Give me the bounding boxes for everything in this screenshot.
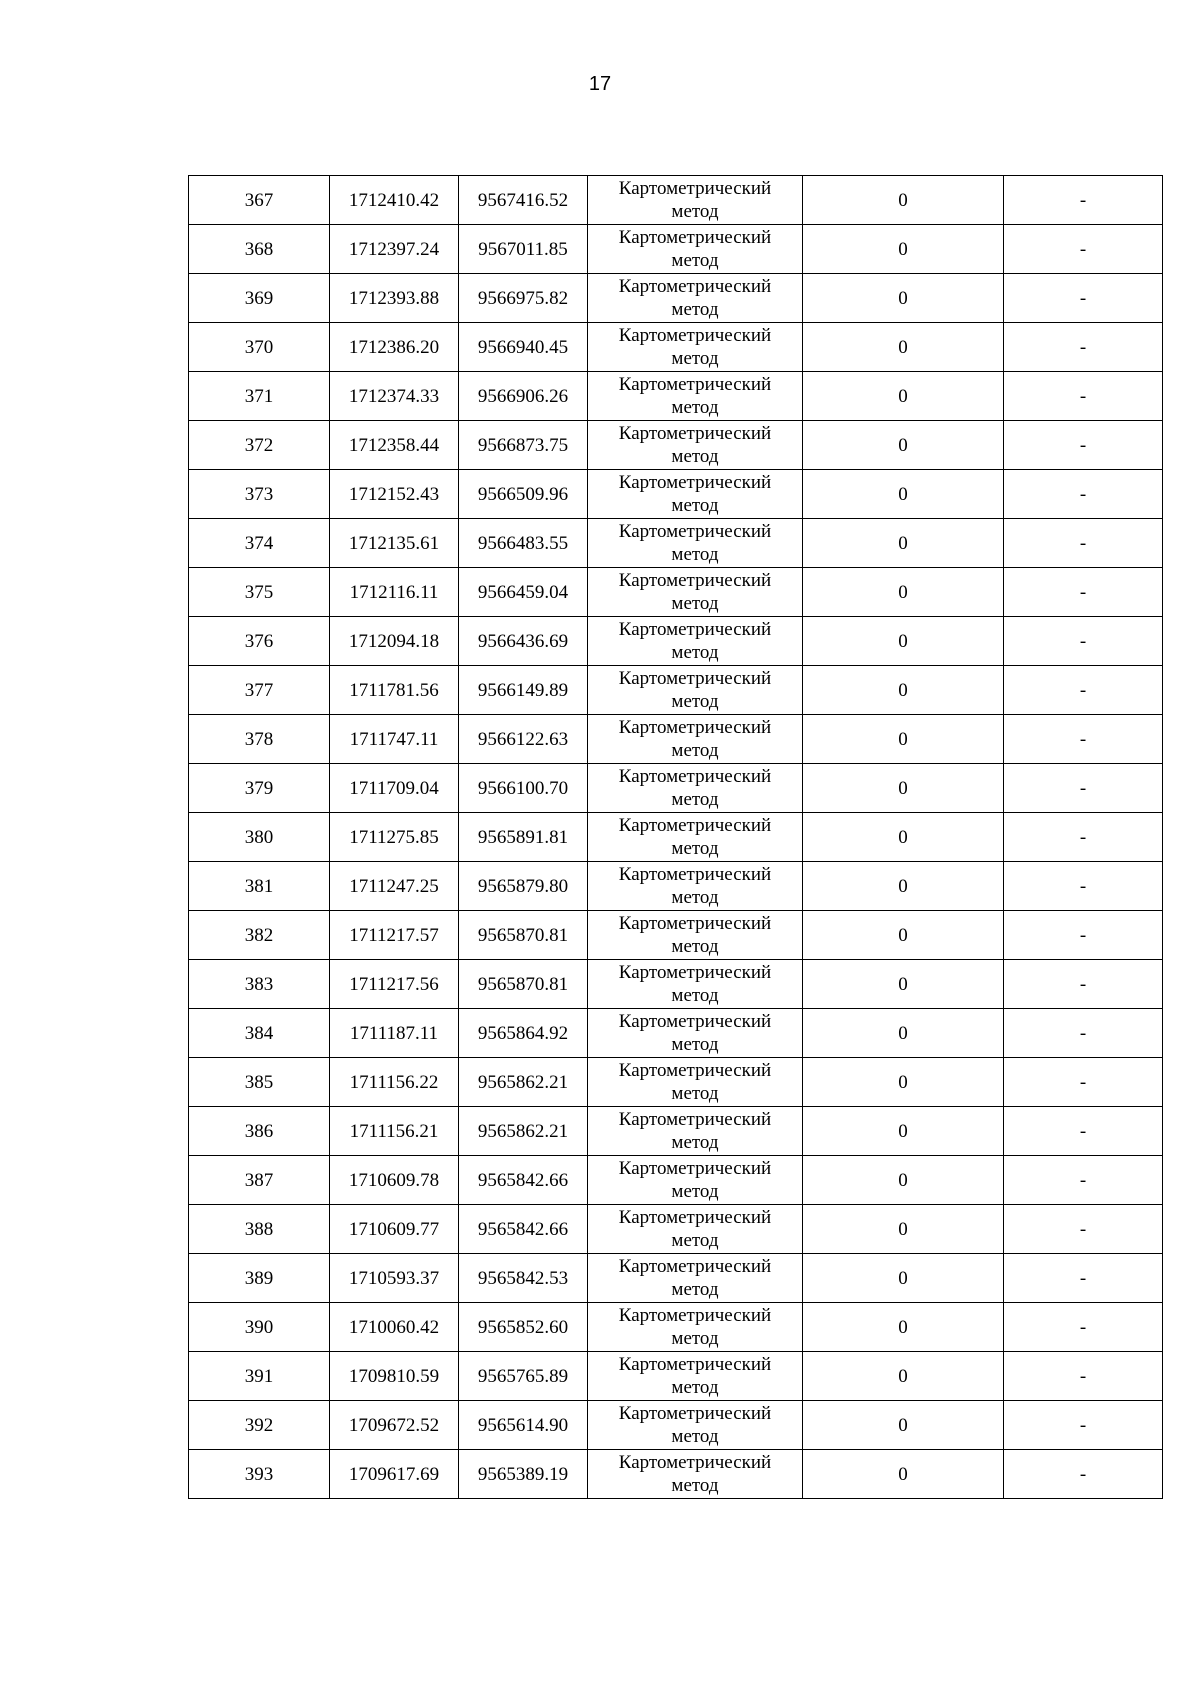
note-cell: - bbox=[1004, 1156, 1163, 1205]
method-line-2: метод bbox=[671, 740, 719, 761]
x-coordinate-cell: 1712135.61 bbox=[330, 519, 459, 568]
y-coordinate-cell: 9565842.53 bbox=[459, 1254, 588, 1303]
method-line-1: Картометрический bbox=[618, 1158, 772, 1179]
y-coordinate-cell: 9565842.66 bbox=[459, 1205, 588, 1254]
y-coordinate-cell: 9566459.04 bbox=[459, 568, 588, 617]
method-line-2: метод bbox=[671, 838, 719, 859]
x-coordinate-cell: 1711247.25 bbox=[330, 862, 459, 911]
error-cell: 0 bbox=[803, 372, 1004, 421]
point-number-cell: 383 bbox=[189, 960, 330, 1009]
method-line-1: Картометрический bbox=[618, 1305, 772, 1326]
method-line-2: метод bbox=[671, 936, 719, 957]
x-coordinate-cell: 1712393.88 bbox=[330, 274, 459, 323]
method-line-1: Картометрический bbox=[618, 423, 772, 444]
x-coordinate-cell: 1712116.11 bbox=[330, 568, 459, 617]
table-row bbox=[189, 225, 1163, 274]
error-cell: 0 bbox=[803, 960, 1004, 1009]
x-coordinate-cell: 1710609.78 bbox=[330, 1156, 459, 1205]
method-line-1: Картометрический bbox=[618, 864, 772, 885]
error-cell: 0 bbox=[803, 323, 1004, 372]
method-line-2: метод bbox=[671, 887, 719, 908]
error-cell: 0 bbox=[803, 421, 1004, 470]
method-cell bbox=[588, 470, 803, 519]
y-coordinate-cell: 9566100.70 bbox=[459, 764, 588, 813]
table-row bbox=[189, 274, 1163, 323]
method-line-1: Картометрический bbox=[618, 815, 772, 836]
x-coordinate-cell: 1709810.59 bbox=[330, 1352, 459, 1401]
note-cell: - bbox=[1004, 666, 1163, 715]
method-line-1: Картометрический bbox=[618, 227, 772, 248]
error-cell: 0 bbox=[803, 666, 1004, 715]
error-cell: 0 bbox=[803, 715, 1004, 764]
x-coordinate-cell: 1711709.04 bbox=[330, 764, 459, 813]
method-line-2: метод bbox=[671, 1083, 719, 1104]
note-cell: - bbox=[1004, 1401, 1163, 1450]
table-row bbox=[189, 1450, 1163, 1499]
y-coordinate-cell: 9565870.81 bbox=[459, 911, 588, 960]
y-coordinate-cell: 9566975.82 bbox=[459, 274, 588, 323]
y-coordinate-cell: 9565842.66 bbox=[459, 1156, 588, 1205]
method-line-1: Картометрический bbox=[618, 276, 772, 297]
table-row bbox=[189, 813, 1163, 862]
error-cell: 0 bbox=[803, 1303, 1004, 1352]
x-coordinate-cell: 1711187.11 bbox=[330, 1009, 459, 1058]
x-coordinate-cell: 1709672.52 bbox=[330, 1401, 459, 1450]
table-row bbox=[189, 372, 1163, 421]
method-cell bbox=[588, 1058, 803, 1107]
method-line-1: Картометрический bbox=[618, 1403, 772, 1424]
note-cell: - bbox=[1004, 715, 1163, 764]
method-cell bbox=[588, 1352, 803, 1401]
table-row bbox=[189, 470, 1163, 519]
y-coordinate-cell: 9565870.81 bbox=[459, 960, 588, 1009]
point-number-cell: 376 bbox=[189, 617, 330, 666]
coordinates-table bbox=[188, 175, 1163, 1499]
method-line-1: Картометрический bbox=[618, 766, 772, 787]
method-cell bbox=[588, 519, 803, 568]
y-coordinate-cell: 9566509.96 bbox=[459, 470, 588, 519]
x-coordinate-cell: 1711275.85 bbox=[330, 813, 459, 862]
error-cell: 0 bbox=[803, 1058, 1004, 1107]
method-cell bbox=[588, 274, 803, 323]
error-cell: 0 bbox=[803, 1450, 1004, 1499]
note-cell: - bbox=[1004, 323, 1163, 372]
method-line-2: метод bbox=[671, 593, 719, 614]
note-cell: - bbox=[1004, 1254, 1163, 1303]
point-number-cell: 374 bbox=[189, 519, 330, 568]
method-line-1: Картометрический bbox=[618, 913, 772, 934]
method-line-2: метод bbox=[671, 1426, 719, 1447]
method-line-1: Картометрический bbox=[618, 1452, 772, 1473]
point-number-cell: 384 bbox=[189, 1009, 330, 1058]
error-cell: 0 bbox=[803, 519, 1004, 568]
x-coordinate-cell: 1712152.43 bbox=[330, 470, 459, 519]
x-coordinate-cell: 1711217.57 bbox=[330, 911, 459, 960]
y-coordinate-cell: 9565765.89 bbox=[459, 1352, 588, 1401]
note-cell: - bbox=[1004, 568, 1163, 617]
method-cell bbox=[588, 1254, 803, 1303]
method-line-1: Картометрический bbox=[618, 374, 772, 395]
x-coordinate-cell: 1712386.20 bbox=[330, 323, 459, 372]
method-line-2: метод bbox=[671, 544, 719, 565]
x-coordinate-cell: 1710060.42 bbox=[330, 1303, 459, 1352]
method-line-1: Картометрический bbox=[618, 570, 772, 591]
method-line-2: метод bbox=[671, 985, 719, 1006]
method-line-2: метод bbox=[671, 642, 719, 663]
y-coordinate-cell: 9566149.89 bbox=[459, 666, 588, 715]
point-number-cell: 373 bbox=[189, 470, 330, 519]
error-cell: 0 bbox=[803, 274, 1004, 323]
table-row bbox=[189, 960, 1163, 1009]
point-number-cell: 385 bbox=[189, 1058, 330, 1107]
method-line-2: метод bbox=[671, 446, 719, 467]
note-cell: - bbox=[1004, 1352, 1163, 1401]
error-cell: 0 bbox=[803, 1107, 1004, 1156]
y-coordinate-cell: 9565852.60 bbox=[459, 1303, 588, 1352]
method-cell bbox=[588, 715, 803, 764]
note-cell: - bbox=[1004, 372, 1163, 421]
method-cell bbox=[588, 911, 803, 960]
error-cell: 0 bbox=[803, 617, 1004, 666]
method-line-1: Картометрический bbox=[618, 1354, 772, 1375]
method-line-2: метод bbox=[671, 1132, 719, 1153]
method-line-2: метод bbox=[671, 691, 719, 712]
method-cell bbox=[588, 1303, 803, 1352]
error-cell: 0 bbox=[803, 568, 1004, 617]
point-number-cell: 379 bbox=[189, 764, 330, 813]
method-cell bbox=[588, 1009, 803, 1058]
table-row bbox=[189, 764, 1163, 813]
point-number-cell: 387 bbox=[189, 1156, 330, 1205]
note-cell: - bbox=[1004, 1205, 1163, 1254]
note-cell: - bbox=[1004, 813, 1163, 862]
point-number-cell: 381 bbox=[189, 862, 330, 911]
note-cell: - bbox=[1004, 519, 1163, 568]
error-cell: 0 bbox=[803, 470, 1004, 519]
y-coordinate-cell: 9566436.69 bbox=[459, 617, 588, 666]
page-number: 17 bbox=[588, 73, 612, 95]
method-cell bbox=[588, 813, 803, 862]
method-line-1: Картометрический bbox=[618, 1109, 772, 1130]
method-cell bbox=[588, 1107, 803, 1156]
error-cell: 0 bbox=[803, 1009, 1004, 1058]
y-coordinate-cell: 9565389.19 bbox=[459, 1450, 588, 1499]
method-line-1: Картометрический bbox=[618, 962, 772, 983]
y-coordinate-cell: 9566483.55 bbox=[459, 519, 588, 568]
method-line-1: Картометрический bbox=[618, 325, 772, 346]
method-cell bbox=[588, 666, 803, 715]
method-line-1: Картометрический bbox=[618, 1207, 772, 1228]
x-coordinate-cell: 1709617.69 bbox=[330, 1450, 459, 1499]
method-line-1: Картометрический bbox=[618, 521, 772, 542]
y-coordinate-cell: 9567416.52 bbox=[459, 176, 588, 225]
y-coordinate-cell: 9565614.90 bbox=[459, 1401, 588, 1450]
method-line-1: Картометрический bbox=[618, 1060, 772, 1081]
error-cell: 0 bbox=[803, 1254, 1004, 1303]
error-cell: 0 bbox=[803, 764, 1004, 813]
method-line-2: метод bbox=[671, 1279, 719, 1300]
x-coordinate-cell: 1711156.22 bbox=[330, 1058, 459, 1107]
table-row bbox=[189, 421, 1163, 470]
note-cell: - bbox=[1004, 274, 1163, 323]
note-cell: - bbox=[1004, 1450, 1163, 1499]
y-coordinate-cell: 9565862.21 bbox=[459, 1058, 588, 1107]
x-coordinate-cell: 1711781.56 bbox=[330, 666, 459, 715]
method-cell bbox=[588, 862, 803, 911]
method-cell bbox=[588, 764, 803, 813]
method-line-2: метод bbox=[671, 1230, 719, 1251]
y-coordinate-cell: 9566873.75 bbox=[459, 421, 588, 470]
method-line-2: метод bbox=[671, 1377, 719, 1398]
method-line-2: метод bbox=[671, 250, 719, 271]
point-number-cell: 367 bbox=[189, 176, 330, 225]
method-line-2: метод bbox=[671, 1181, 719, 1202]
y-coordinate-cell: 9566940.45 bbox=[459, 323, 588, 372]
x-coordinate-cell: 1712410.42 bbox=[330, 176, 459, 225]
y-coordinate-cell: 9565862.21 bbox=[459, 1107, 588, 1156]
table-row bbox=[189, 862, 1163, 911]
error-cell: 0 bbox=[803, 813, 1004, 862]
method-line-2: метод bbox=[671, 348, 719, 369]
method-line-1: Картометрический bbox=[618, 1011, 772, 1032]
table-row bbox=[189, 1401, 1163, 1450]
error-cell: 0 bbox=[803, 1156, 1004, 1205]
note-cell: - bbox=[1004, 1009, 1163, 1058]
point-number-cell: 389 bbox=[189, 1254, 330, 1303]
table-row bbox=[189, 715, 1163, 764]
method-cell bbox=[588, 568, 803, 617]
x-coordinate-cell: 1712358.44 bbox=[330, 421, 459, 470]
y-coordinate-cell: 9565864.92 bbox=[459, 1009, 588, 1058]
method-cell bbox=[588, 421, 803, 470]
table-row bbox=[189, 666, 1163, 715]
table-row bbox=[189, 176, 1163, 225]
note-cell: - bbox=[1004, 1058, 1163, 1107]
table-row bbox=[189, 1107, 1163, 1156]
x-coordinate-cell: 1711217.56 bbox=[330, 960, 459, 1009]
note-cell: - bbox=[1004, 764, 1163, 813]
error-cell: 0 bbox=[803, 1401, 1004, 1450]
table-row bbox=[189, 1254, 1163, 1303]
method-cell bbox=[588, 960, 803, 1009]
error-cell: 0 bbox=[803, 225, 1004, 274]
point-number-cell: 368 bbox=[189, 225, 330, 274]
method-line-1: Картометрический bbox=[618, 472, 772, 493]
method-line-1: Картометрический bbox=[618, 717, 772, 738]
note-cell: - bbox=[1004, 225, 1163, 274]
error-cell: 0 bbox=[803, 1205, 1004, 1254]
method-line-1: Картометрический bbox=[618, 178, 772, 199]
point-number-cell: 378 bbox=[189, 715, 330, 764]
method-cell bbox=[588, 372, 803, 421]
x-coordinate-cell: 1712397.24 bbox=[330, 225, 459, 274]
method-line-2: метод bbox=[671, 495, 719, 516]
table-row bbox=[189, 617, 1163, 666]
note-cell: - bbox=[1004, 617, 1163, 666]
method-line-1: Картометрический bbox=[618, 1256, 772, 1277]
table-row bbox=[189, 1352, 1163, 1401]
method-line-2: метод bbox=[671, 789, 719, 810]
point-number-cell: 393 bbox=[189, 1450, 330, 1499]
method-line-2: метод bbox=[671, 1034, 719, 1055]
x-coordinate-cell: 1710593.37 bbox=[330, 1254, 459, 1303]
method-line-2: метод bbox=[671, 397, 719, 418]
table-row bbox=[189, 1156, 1163, 1205]
point-number-cell: 388 bbox=[189, 1205, 330, 1254]
error-cell: 0 bbox=[803, 176, 1004, 225]
method-cell bbox=[588, 617, 803, 666]
table-row bbox=[189, 323, 1163, 372]
note-cell: - bbox=[1004, 421, 1163, 470]
method-line-1: Картометрический bbox=[618, 619, 772, 640]
table-body bbox=[189, 176, 1163, 1499]
table-row bbox=[189, 1058, 1163, 1107]
point-number-cell: 371 bbox=[189, 372, 330, 421]
point-number-cell: 382 bbox=[189, 911, 330, 960]
method-cell bbox=[588, 323, 803, 372]
method-line-2: метод bbox=[671, 1328, 719, 1349]
point-number-cell: 386 bbox=[189, 1107, 330, 1156]
point-number-cell: 392 bbox=[189, 1401, 330, 1450]
method-line-2: метод bbox=[671, 299, 719, 320]
x-coordinate-cell: 1711156.21 bbox=[330, 1107, 459, 1156]
note-cell: - bbox=[1004, 1303, 1163, 1352]
method-cell bbox=[588, 1401, 803, 1450]
note-cell: - bbox=[1004, 960, 1163, 1009]
table-row bbox=[189, 1205, 1163, 1254]
method-cell bbox=[588, 1450, 803, 1499]
note-cell: - bbox=[1004, 911, 1163, 960]
method-cell bbox=[588, 176, 803, 225]
note-cell: - bbox=[1004, 176, 1163, 225]
y-coordinate-cell: 9566906.26 bbox=[459, 372, 588, 421]
y-coordinate-cell: 9567011.85 bbox=[459, 225, 588, 274]
point-number-cell: 375 bbox=[189, 568, 330, 617]
x-coordinate-cell: 1712094.18 bbox=[330, 617, 459, 666]
note-cell: - bbox=[1004, 1107, 1163, 1156]
point-number-cell: 369 bbox=[189, 274, 330, 323]
table-row bbox=[189, 568, 1163, 617]
y-coordinate-cell: 9565879.80 bbox=[459, 862, 588, 911]
method-cell bbox=[588, 225, 803, 274]
method-line-1: Картометрический bbox=[618, 668, 772, 689]
x-coordinate-cell: 1710609.77 bbox=[330, 1205, 459, 1254]
method-cell bbox=[588, 1205, 803, 1254]
y-coordinate-cell: 9566122.63 bbox=[459, 715, 588, 764]
y-coordinate-cell: 9565891.81 bbox=[459, 813, 588, 862]
error-cell: 0 bbox=[803, 911, 1004, 960]
point-number-cell: 370 bbox=[189, 323, 330, 372]
method-line-2: метод bbox=[671, 1475, 719, 1496]
point-number-cell: 390 bbox=[189, 1303, 330, 1352]
x-coordinate-cell: 1712374.33 bbox=[330, 372, 459, 421]
error-cell: 0 bbox=[803, 862, 1004, 911]
point-number-cell: 391 bbox=[189, 1352, 330, 1401]
table-row bbox=[189, 911, 1163, 960]
error-cell: 0 bbox=[803, 1352, 1004, 1401]
note-cell: - bbox=[1004, 862, 1163, 911]
point-number-cell: 372 bbox=[189, 421, 330, 470]
x-coordinate-cell: 1711747.11 bbox=[330, 715, 459, 764]
note-cell: - bbox=[1004, 470, 1163, 519]
table-row bbox=[189, 1009, 1163, 1058]
table-row bbox=[189, 1303, 1163, 1352]
table-row bbox=[189, 519, 1163, 568]
point-number-cell: 380 bbox=[189, 813, 330, 862]
point-number-cell: 377 bbox=[189, 666, 330, 715]
method-cell bbox=[588, 1156, 803, 1205]
method-line-2: метод bbox=[671, 201, 719, 222]
